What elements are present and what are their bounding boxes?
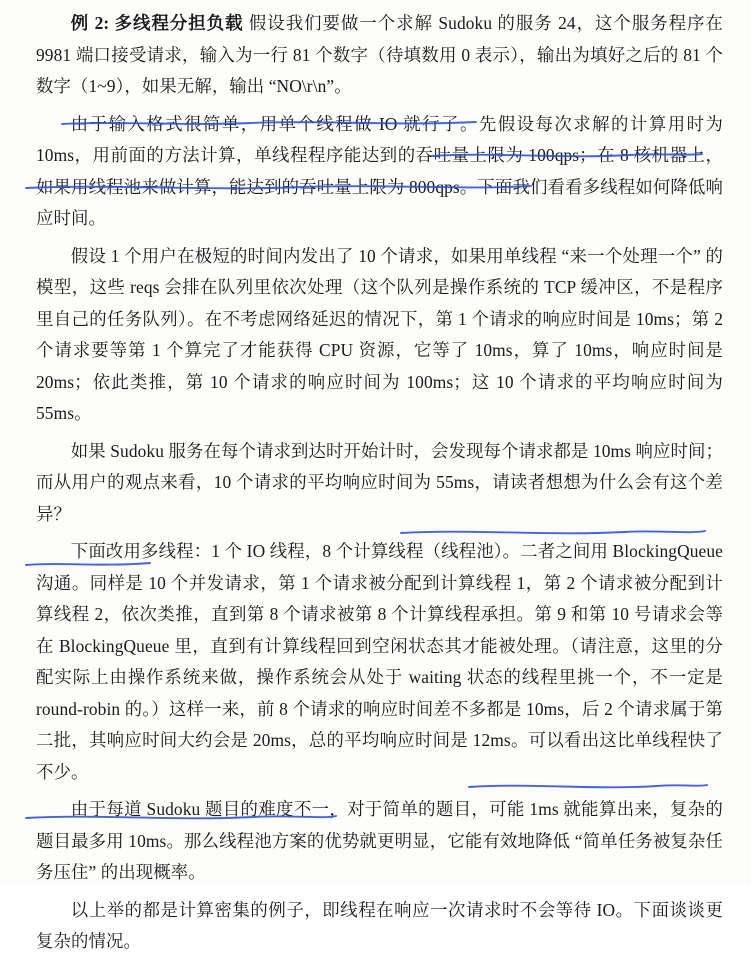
paragraph-5: 下面改用多线程：1 个 IO 线程，8 个计算线程（线程池）。二者之间用 BlockingQueue 沟通。同样是 10 个并发请求，第 1 个请求被分配到计算线程 1，第 2 个请求被分配到计算线程 2，依次类推，直到第 8 个请求被第 8 个计算线程承担。第 9 和第 10 号请求会等在 BlockingQueue 里，直到有计算线程回到空闲状态其才能被处理。（请注意，这里的分配实际上由操作系统来做，操作系统会从处于 waiting 状态的线程里挑一个，不一定是 round-robin 的。）这样一来，前 8 个请求的响应时间差不多都是 10ms，后 2 个请求属于第二批，其响应时间大约会是 20ms，总的平均响应时间是 12ms。可以看出这比单线程快了不少。 [36, 541, 723, 782]
paragraph-3: 假设 1 个用户在极短的时间内发出了 10 个请求，如果用单线程 “来一个处理一个” 的模型，这些 reqs 会排在队列里依次处理（这个队列是操作系统的 TCP 缓冲区，不是程序里自己的任务队列）。在不考虑网络延迟的情况下，第 1 个请求的响应时间是 10ms；第 2 个请求要等第 1 个算完了才能获得 CPU 资源，它等了 10ms，算了 10ms，响应时间是 20ms；依此类推，第 10 个请求的响应时间为 100ms；这 10 个请求的平均响应时间为 55ms。 [36, 245, 723, 423]
paragraph-7: 以上举的都是计算密集的例子，即线程在响应一次请求时不会等待 IO。下面谈谈更复杂的情况。 [36, 899, 723, 951]
paragraph-1 [36, 8, 723, 103]
paragraph-2: 由于输入格式很简单，用单个线程做 IO 就行了。先假设每次求解的计算用时为 10ms，用前面的方法计算，单线程程序能达到的吞吐量上限为 100qps；在 8 核机器上，如果用线程池来做计算，能达到的吞吐量上限为 800qps。下面我们看看多线程如何降低响应时间。 [36, 113, 723, 228]
paragraph-4: 如果 Sudoku 服务在每个请求到达时开始计时，会发现每个请求都是 10ms 响应时间；而从用户的观点来看，10 个请求的平均响应时间为 55ms，请读者想想为什么会有这个差异？ [36, 440, 723, 524]
example-heading: 例 2: 多线程分担负载 [70, 13, 244, 33]
paragraph-1-text: 假设我们要做一个求解 Sudoku 的服务 24，这个服务程序在 9981 端口接受请求，输入为一行 81 个数字（待填数用 0 表示），输出为填好之后的 81 个数字（1~9），如果无解，输出 “NO\r\n”。 [36, 13, 723, 96]
paragraph-6: 由于每道 Sudoku 题目的难度不一，对于简单的题目，可能 1ms 就能算出来，复杂的题目最多用 10ms。那么线程池方案的优势就更明显，它能有效地降低 “简单任务被复杂任务压住” 的出现概率。 [36, 799, 723, 882]
